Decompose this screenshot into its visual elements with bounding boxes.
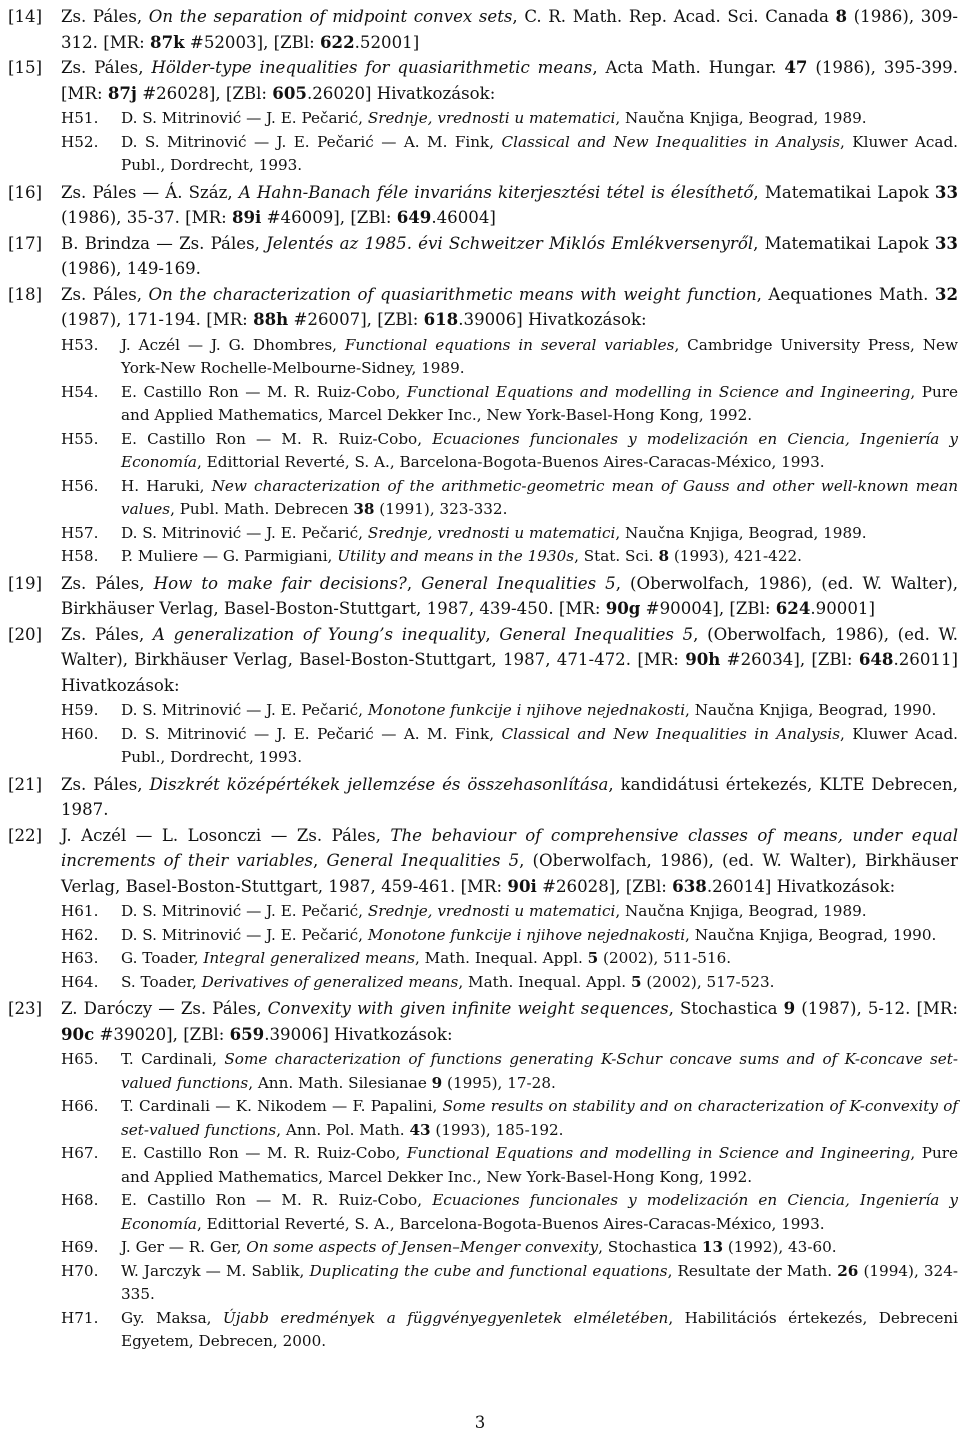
reference-entry [8, 996, 958, 1047]
citation-entry [8, 1095, 958, 1142]
reference-entry [8, 55, 958, 106]
reference-text: Zs. Páles, How to make fair decisions?, General Inequalities 5, (Oberwolfach, 1986), (ed. W. Walter), Birkhäuser Verlag, Basel-Boston-Stuttgart, 1987, 439-450. [MR: 90g #90004], [ZBl: 624.90001] [61, 573, 958, 618]
citation-number: H68. [61, 1191, 99, 1209]
reference-text: Zs. Páles, Diszkrét középértékek jellemzése és összehasonlítása, kandidátusi értekezés, KLTE Debrecen, 1987. [61, 774, 959, 819]
reference-number: [15] [8, 58, 43, 77]
citation-number: H64. [61, 972, 99, 991]
citation-list [8, 334, 958, 569]
reference-text: B. Brindza — Zs. Páles, Jelentés az 1985. évi Schweitzer Miklós Emlékversenyről, Matematikai Lapok 33 (1986), 149-169. [61, 232, 958, 278]
citation-entry [8, 475, 958, 522]
reference-number: [18] [8, 284, 43, 304]
reference-number: [20] [8, 624, 43, 644]
reference-entry [8, 571, 958, 622]
citation-number: H52. [61, 132, 99, 151]
reference-number: [21] [8, 774, 43, 794]
citation-text: D. S. Mitrinović — J. E. Pečarić, Srednje, vrednosti u matematici, Naučna Knjiga, Beograd, 1989. [121, 109, 867, 127]
citation-entry [8, 723, 958, 770]
citation-number: H70. [61, 1261, 99, 1280]
citation-text: Gy. Maksa, Újabb eredmények a függvényegyenletek elméletében, Habilitációs értekezés, Debreceni Egyetem, Debrecen, 2000. [121, 1308, 958, 1350]
citation-number: H58. [61, 547, 99, 565]
citation-entry [8, 131, 958, 178]
citation-list [8, 1048, 958, 1354]
citation-entry [8, 1189, 958, 1236]
reference-entry [8, 823, 958, 900]
citation-text: D. S. Mitrinović — J. E. Pečarić — A. M. Fink, Classical and New Inequalities in Analysis, Kluwer Acad. Publ., Dordrecht, 1993. [121, 132, 958, 174]
reference-text: Zs. Páles, On the characterization of quasiarithmetic means with weight function, Aequationes Math. 32 (1987), 171-194. [MR: 88h #26007], [ZBl: 618.39006] Hivatkozások: [61, 283, 958, 329]
reference-entry [8, 282, 958, 333]
citation-number: H67. [61, 1144, 99, 1162]
citation-text: J. Ger — R. Ger, On some aspects of Jensen–Menger convexity, Stochastica 13 (1992), 43-60. [121, 1238, 837, 1256]
citation-text: D. S. Mitrinović — J. E. Pečarić — A. M. Fink, Classical and New Inequalities in Analysis, Kluwer Acad. Publ., Dordrecht, 1993. [121, 724, 958, 766]
citation-text: E. Castillo Ron — M. R. Ruiz-Cobo, Functional Equations and modelling in Science and Ingineering, Pure and Applied Mathematics, Marcel Dekker Inc., New York-Basel-Hong Kong, 1992. [121, 382, 958, 424]
citation-entry [8, 900, 958, 924]
reference-text: Zs. Páles — Á. Száz, A Hahn-Banach féle invariáns kiterjesztési tétel is élesíthető, Matematikai Lapok 33 (1986), 35-37. [MR: 89i #46009], [ZBl: 649.46004] [61, 181, 958, 227]
citation-number: H69. [61, 1238, 99, 1256]
citation-number: H53. [61, 335, 99, 354]
citation-text: E. Castillo Ron — M. R. Ruiz-Cobo, Functional Equations and modelling in Science and Ingineering, Pure and Applied Mathematics, Marcel Dekker Inc., New York-Basel-Hong Kong, 1992. [121, 1144, 958, 1186]
citation-entry [8, 1236, 958, 1260]
citation-entry [8, 971, 958, 995]
reference-entry [8, 231, 958, 282]
citation-number: H63. [61, 949, 99, 967]
citation-text: S. Toader, Derivatives of generalized means, Math. Inequal. Appl. 5 (2002), 517-523. [121, 972, 775, 991]
citation-text: P. Muliere — G. Parmigiani, Utility and means in the 1930s, Stat. Sci. 8 (1993), 421-422. [121, 547, 802, 565]
citation-number: H54. [61, 382, 99, 401]
citation-entry [8, 1307, 958, 1354]
citation-entry [8, 1260, 958, 1307]
citation-entry [8, 947, 958, 971]
citation-list [8, 900, 958, 994]
citation-text: D. S. Mitrinović — J. E. Pečarić, Monotone funkcije i njihove nejednakosti, Naučna Knjiga, Beograd, 1990. [121, 925, 937, 944]
reference-number: [22] [8, 825, 43, 845]
citation-number: H51. [61, 109, 99, 127]
citation-list [8, 107, 958, 178]
citation-number: H71. [61, 1308, 99, 1327]
citation-number: H60. [61, 724, 99, 743]
citation-text: D. S. Mitrinović — J. E. Pečarić, Srednje, vrednosti u matematici, Naučna Knjiga, Beograd, 1989. [121, 523, 867, 542]
citation-entry [8, 1142, 958, 1189]
citation-text: H. Haruki, New characterization of the arithmetic-geometric mean of Gauss and other well-known mean values, Publ. Math. Debrecen 38 (1991), 323-332. [121, 476, 958, 518]
citation-text: T. Cardinali, Some characterization of functions generating K-Schur concave sums and of K-concave set-valued functions, Ann. Math. Silesianae 9 (1995), 17-28. [121, 1050, 958, 1092]
citation-entry [8, 1048, 958, 1095]
citation-entry [8, 924, 958, 948]
citation-number: H65. [61, 1050, 99, 1068]
reference-entry [8, 772, 958, 823]
reference-number: [17] [8, 233, 43, 253]
reference-entry [8, 622, 958, 699]
citation-text: T. Cardinali — K. Nikodem — F. Papalini, Some results on stability and on characterization of K-convexity of set-valued functions, Ann. Pol. Math. 43 (1993), 185-192. [121, 1097, 958, 1139]
citation-entry [8, 545, 958, 569]
citation-text: G. Toader, Integral generalized means, Math. Inequal. Appl. 5 (2002), 511-516. [121, 949, 732, 967]
citation-entry [8, 381, 958, 428]
citation-text: D. S. Mitrinović — J. E. Pečarić, Monotone funkcije i njihove nejednakosti, Naučna Knjiga, Beograd, 1990. [121, 701, 937, 719]
reference-text: Z. Daróczy — Zs. Páles, Convexity with given infinite weight sequences, Stochastica 9 (1987), 5-12. [MR: 90c #39020], [ZBl: 659.39006] Hivatkozások: [61, 998, 959, 1044]
reference-text: Zs. Páles, Hölder-type inequalities for quasiarithmetic means, Acta Math. Hungar. 47 (1986), 395-399. [MR: 87j #26028], [ZBl: 605.26020] Hivatkozások: [61, 57, 959, 103]
citation-entry [8, 428, 958, 475]
citation-entry [8, 334, 958, 381]
reference-entry [8, 180, 958, 231]
citation-number: H56. [61, 476, 99, 495]
reference-number: [16] [8, 182, 43, 202]
reference-list [8, 4, 958, 1356]
reference-entry [8, 4, 958, 55]
reference-number: [23] [8, 999, 43, 1018]
citation-entry [8, 699, 958, 723]
reference-text: Zs. Páles, A generalization of Young’s inequality, General Inequalities 5, (Oberwolfach, 1986), (ed. W. Walter), Birkhäuser Verlag, Basel-Boston-Stuttgart, 1987, 471-472. [MR: 90h #26034], [ZBl: 648.26011] Hivatkozások: [61, 624, 958, 695]
citation-number: H61. [61, 902, 99, 920]
citation-text: J. Aczél — J. G. Dhombres, Functional equations in several variables, Cambridge University Press, New York-New Rochelle-Melbourne-Sidney, 1989. [121, 335, 958, 377]
citation-number: H66. [61, 1097, 99, 1115]
reference-text: J. Aczél — L. Losonczi — Zs. Páles, The behaviour of comprehensive classes of means, under equal increments of their variables, General Inequalities 5, (Oberwolfach, 1986), (ed. W. Walter), Birkhäuser Verlag, Basel-Boston-Stuttgart, 1987, 459-461. [MR: 90i #26028], [ZBl: 638.26014] Hivatkozások: [61, 825, 958, 896]
citation-list [8, 699, 958, 770]
reference-number: [14] [8, 7, 43, 26]
citation-text: D. S. Mitrinović — J. E. Pečarić, Srednje, vrednosti u matematici, Naučna Knjiga, Beograd, 1989. [121, 902, 867, 920]
reference-text: Zs. Páles, On the separation of midpoint convex sets, C. R. Math. Rep. Acad. Sci. Canada 8 (1986), 309-312. [MR: 87k #52003], [ZBl: 622.52001] [61, 6, 959, 52]
citation-text: E. Castillo Ron — M. R. Ruiz-Cobo, Ecuaciones funcionales y modelización en Ciencia, Ingeniería y Economía, Edittorial Reverté, S. A., Barcelona-Bogota-Buenos Aires-Caracas-México, 1993. [121, 1191, 958, 1233]
citation-number: H57. [61, 523, 99, 542]
citation-text: W. Jarczyk — M. Sablik, Duplicating the cube and functional equations, Resultate der Math. 26 (1994), 324-335. [121, 1261, 958, 1303]
citation-number: H55. [61, 429, 99, 448]
citation-text: E. Castillo Ron — M. R. Ruiz-Cobo, Ecuaciones funcionales y modelización en Ciencia, Ingeniería y Economía, Edittorial Reverté, S. A., Barcelona-Bogota-Buenos Aires-Caracas-México, 1993. [121, 429, 958, 471]
citation-number: H62. [61, 925, 99, 944]
citation-number: H59. [61, 701, 99, 719]
reference-number: [19] [8, 573, 43, 593]
citation-entry [8, 522, 958, 546]
page-number: 3 [474, 1413, 486, 1432]
citation-entry [8, 107, 958, 131]
